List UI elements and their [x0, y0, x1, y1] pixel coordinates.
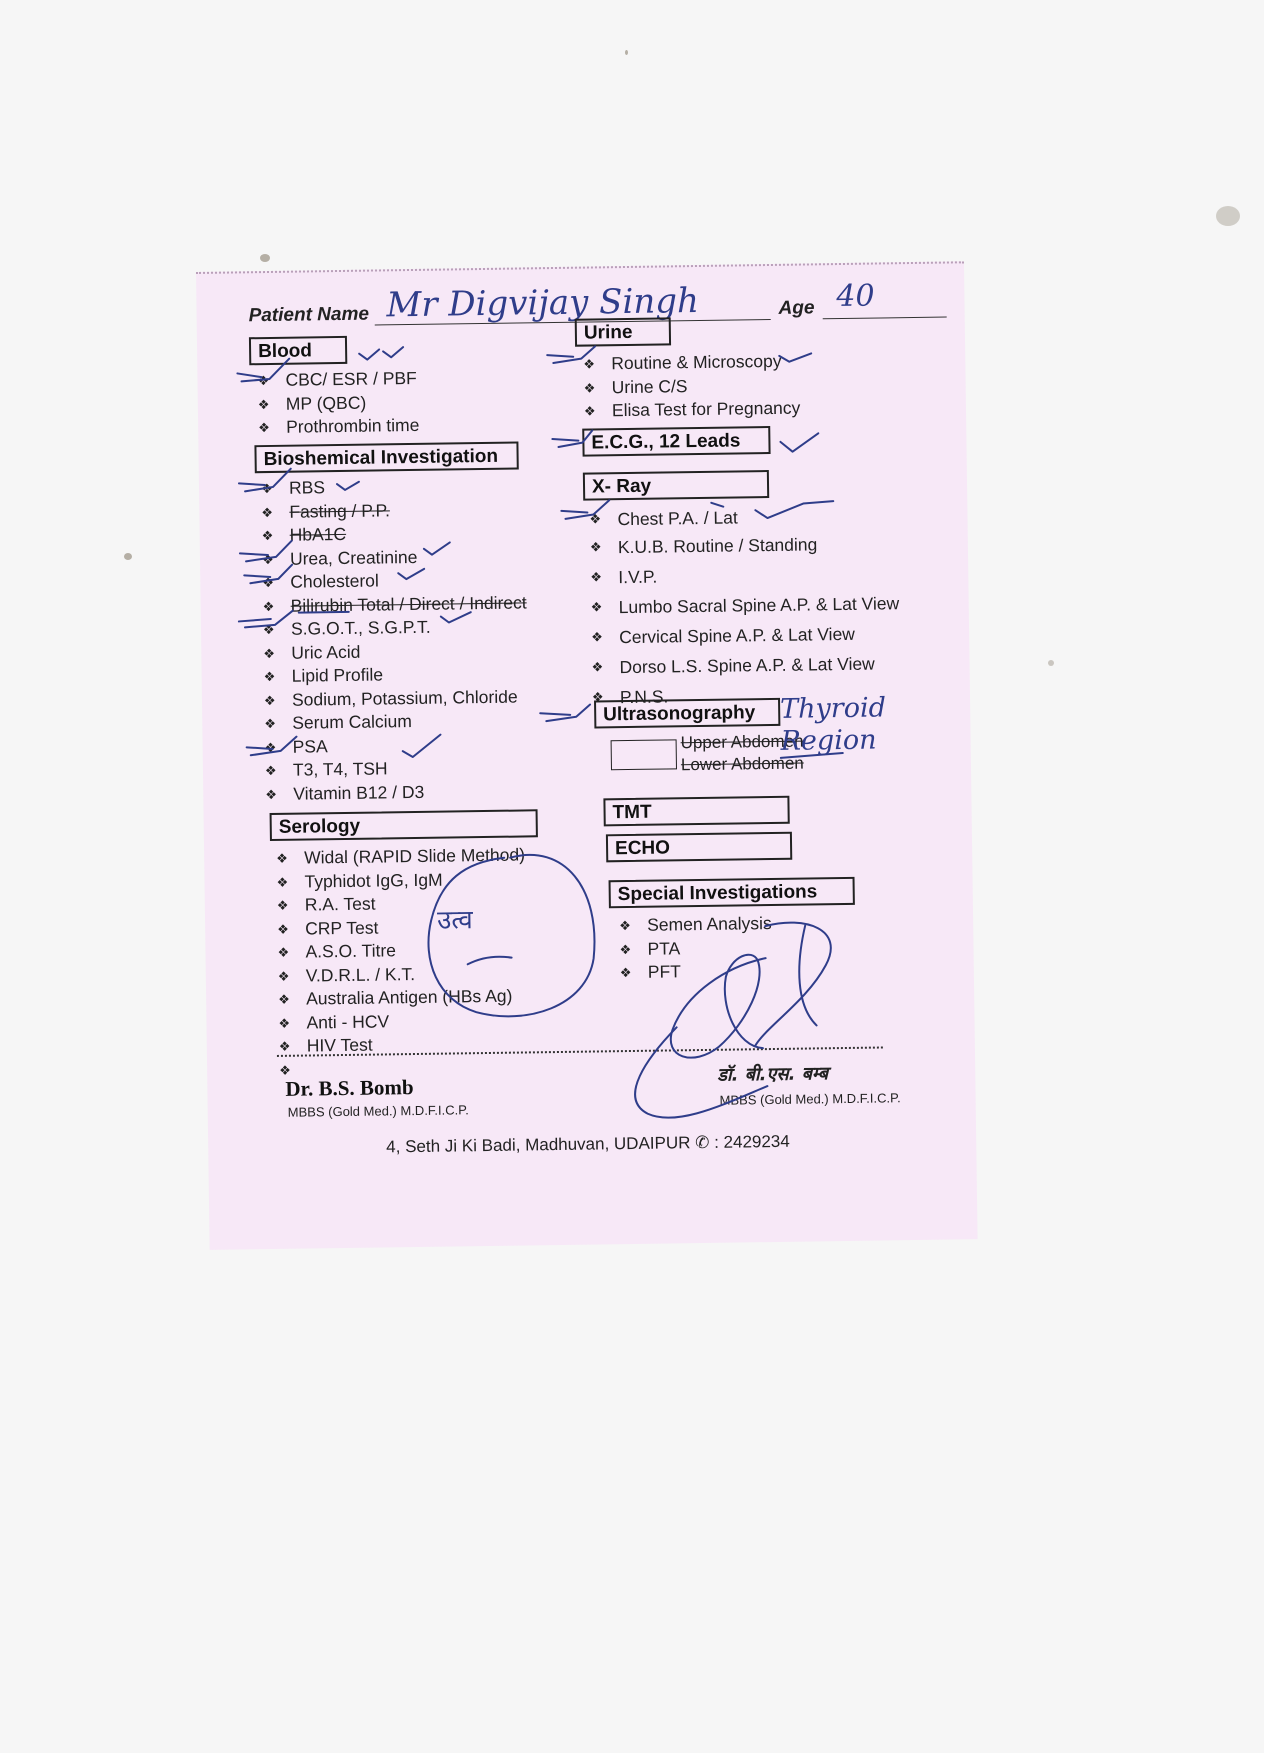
list-item: ❖ A.S.O. Titre [273, 937, 526, 964]
scan-speck [1216, 206, 1240, 226]
bullet-icon: ❖ [262, 574, 275, 591]
bullet-icon: ❖ [277, 944, 290, 960]
list-item: ❖ PSA [260, 732, 528, 759]
list-item: ❖ PFT [616, 959, 773, 985]
list-item: ❖ Lipid Profile [259, 661, 527, 688]
bullet-icon: ❖ [590, 599, 603, 615]
list-item: ❖ Typhidot IgG, IgM [272, 867, 525, 894]
bullet-icon: ❖ [619, 917, 631, 934]
list-item: ❖ Widal (RAPID Slide Method) [272, 843, 525, 870]
section-title-xray: X- Ray [583, 470, 769, 501]
bullet-icon: ❖ [591, 689, 604, 705]
section-title-tmt: TMT [603, 796, 789, 827]
list-item: ❖ T3, T4, TSH [261, 755, 529, 782]
bullet-icon: ❖ [619, 941, 632, 957]
bullet-icon: ❖ [591, 629, 603, 645]
ultrasound-option-upper: Upper Abdomen [680, 731, 804, 753]
section-title-serology: Serology [270, 809, 538, 841]
bullet-icon: ❖ [276, 897, 289, 913]
bullet-icon: ❖ [619, 964, 632, 981]
list-item: ❖ P.N.S. [588, 678, 901, 712]
list-item: ❖ Chest P.A. / Lat [585, 502, 898, 532]
section-title-ecg: E.C.G., 12 Leads [582, 426, 770, 457]
list-item: ❖ Bilirubin Total / Direct / Indirect [259, 591, 527, 618]
xray-list [585, 502, 900, 712]
scan-speck [260, 254, 270, 262]
list-item: ❖ CBC/ ESR / PBF [253, 367, 419, 393]
bullet-icon: ❖ [590, 569, 603, 585]
section-title-blood: Blood [249, 336, 347, 365]
doctor-name: Dr. B.S. Bomb [285, 1075, 414, 1101]
list-item: ❖ Australia Antigen (HBs Ag) [274, 984, 527, 1011]
list-item: ❖ Cholesterol [258, 567, 526, 594]
bullet-icon: ❖ [261, 527, 274, 544]
circled-handwritten-note: उत्व [436, 905, 473, 936]
list-item: ❖ Sodium, Potassium, Chloride [260, 685, 528, 712]
doctor-name-hindi: डॉ. बी.एस. बम्ब [717, 1063, 829, 1086]
bullet-icon: ❖ [257, 372, 270, 389]
section-title-ultrasonography: Ultrasonography [594, 698, 780, 729]
bullet-icon: ❖ [261, 551, 274, 567]
bullet-icon: ❖ [277, 968, 290, 984]
bullet-icon: ❖ [260, 480, 273, 497]
scan-speck [1048, 660, 1054, 666]
bullet-icon: ❖ [276, 874, 289, 890]
list-item: ❖ Urine C/S [579, 373, 800, 400]
bullet-icon: ❖ [264, 762, 277, 779]
special-list [615, 912, 772, 985]
bullet-icon: ❖ [263, 645, 276, 661]
doctor-qualification-right: MBBS (Gold Med.) M.D.F.I.C.P. [719, 1090, 901, 1108]
list-item: ❖ Urea, Creatinine [258, 544, 526, 571]
list-item: ❖ Dorso L.S. Spine A.P. & Lat View [587, 648, 900, 682]
bullet-icon: ❖ [278, 1038, 291, 1054]
list-item: ❖ Vitamin B12 / D3 [261, 779, 529, 806]
age-value: 40 [836, 278, 875, 315]
biochemical-list [257, 473, 530, 806]
scan-speck [625, 50, 628, 55]
bullet-icon: ❖ [279, 1062, 291, 1078]
section-title-biochemical: Bioshemical Investigation [254, 442, 518, 474]
patient-name-label: Patient Name [248, 303, 370, 327]
bullet-icon: ❖ [257, 396, 270, 412]
ultrasound-handwritten-note: Thyroid Region [779, 692, 887, 757]
list-item: ❖ Serum Calcium [260, 708, 528, 735]
section-title-special: Special Investigations [609, 877, 855, 908]
list-item: ❖ Prothrombin time [254, 414, 420, 440]
list-item: ❖ HIV Test [275, 1031, 528, 1058]
list-item: ❖ Fasting / P.P. [257, 497, 525, 524]
patient-name-value: Mr Digvijay Singh [386, 280, 700, 326]
list-item: ❖ Routine & Microscopy [579, 350, 800, 377]
bullet-icon: ❖ [262, 598, 275, 614]
bullet-icon: ❖ [264, 739, 277, 755]
doctor-qualification-left: MBBS (Gold Med.) M.D.F.I.C.P. [287, 1102, 469, 1120]
bullet-icon: ❖ [278, 1015, 291, 1031]
bullet-icon: ❖ [589, 511, 602, 527]
list-item: ❖ Elisa Test for Pregnancy [580, 397, 801, 424]
list-item: ❖ Cervical Spine A.P. & Lat View [587, 618, 900, 652]
bullet-icon: ❖ [262, 621, 275, 638]
list-item: ❖ V.D.R.L. / K.T. [274, 961, 527, 988]
bullet-icon: ❖ [276, 850, 288, 866]
tick-mark [540, 705, 590, 722]
section-title-echo: ECHO [606, 832, 792, 863]
bullet-icon: ❖ [583, 403, 596, 419]
bullet-icon: ❖ [263, 668, 276, 685]
ultrasound-option-box [611, 739, 677, 770]
age-label: Age [778, 297, 815, 319]
bullet-icon: ❖ [583, 356, 596, 372]
list-item: ❖ MP (QBC) [254, 390, 420, 416]
bullet-icon: ❖ [278, 991, 290, 1007]
bullet-icon: ❖ [591, 659, 604, 675]
bullet-icon: ❖ [261, 504, 274, 520]
list-item: ❖ Lumbo Sacral Spine A.P. & Lat View [587, 588, 900, 622]
ultrasound-option-lower: Lower Abdomen [680, 753, 804, 775]
bullet-icon: ❖ [258, 419, 270, 436]
list-item: ❖ HbA1C [258, 520, 526, 547]
list-item: ❖ K.U.B. Routine / Standing [586, 528, 899, 562]
bullet-icon: ❖ [264, 715, 277, 732]
age-line [823, 317, 947, 320]
scan-speck [124, 553, 132, 560]
bullet-icon: ❖ [263, 692, 276, 708]
blood-list [253, 367, 419, 440]
section-title-urine: Urine [575, 317, 671, 346]
serology-list [272, 843, 528, 1082]
clinic-address: 4, Seth Ji Ki Badi, Madhuvan, UDAIPUR ✆ : 2429234 [386, 1131, 790, 1157]
bullet-icon: ❖ [589, 539, 602, 555]
bullet-icon: ❖ [277, 921, 289, 937]
urine-list [579, 350, 800, 424]
bullet-icon: ❖ [583, 379, 596, 396]
bullet-icon: ❖ [265, 786, 278, 802]
list-item: ❖ CRP Test [273, 914, 526, 941]
list-item: ❖ Semen Analysis [615, 912, 772, 938]
list-item: ❖ PTA [615, 936, 772, 962]
tick-mark [359, 347, 403, 360]
list-item: ❖ Uric Acid [259, 638, 527, 665]
prescription-slip [196, 261, 978, 1250]
list-item: ❖ I.V.P. [586, 558, 899, 592]
list-item: ❖ S.G.O.T., S.G.P.T. [259, 614, 527, 641]
list-item: ❖ Anti - HCV [274, 1008, 527, 1035]
list-item: ❖ RBS [257, 473, 525, 500]
list-item: ❖ R.A. Test [273, 890, 526, 917]
tick-mark [780, 433, 818, 452]
